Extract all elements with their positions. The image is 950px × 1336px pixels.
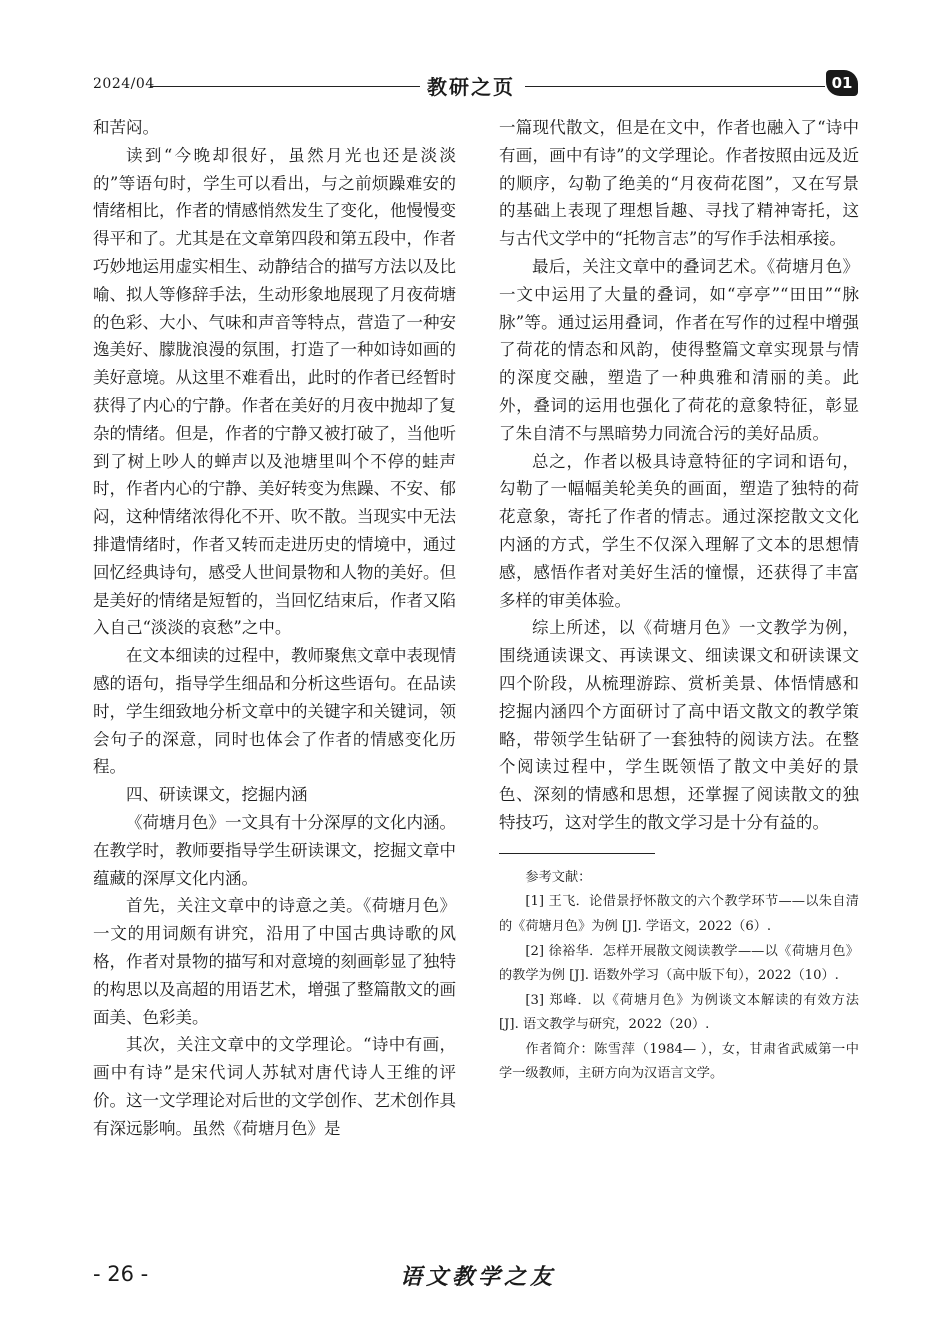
paragraph: 首先，关注文章中的诗意之美。《荷塘月色》一文的用词颇有讲究，沿用了中国古典诗歌的风格，作者对景物的描写和对意境的刻画彰显了独特的构思以及高超的用语艺术，增强了整篇散文的画面美、色彩美。 <box>93 896 456 1027</box>
paragraph: 读到“今晚却很好，虽然月光也还是淡淡的”等语句时，学生可以看出，与之前烦躁难安的情绪相比，作者的情感悄然发生了变化，他慢慢变得平和了。尤其是在文章第四段和第五段中，作者巧妙地运用虚实相生、动静结合的描写方法以及比喻、拟人等修辞手法，生动形象地展现了月夜荷塘的色彩、大小、气味和声音等特点，营造了一种安逸美好、朦胧浪漫的氛围，打造了一种如诗如画的美好意境。从这里不难看出，此时的作者已经暂时获得了内心的宁静。作者在美好的月夜中抛却了复杂的情绪。但是，作者的宁静又被打破了，当他听到了树上吵人的蝉声以及池塘里叫个不停的蛙声时，作者内心的宁静、美好转变为焦躁、不安、郁闷，这种情绪浓得化不开、吹不散。当现实中无法排遣情绪时，作者又转而走进历史的情境中，通过回忆经典诗句，感受人世间景物和人物的美好。但是美好的情绪是短暂的，当回忆结束后，作者又陷入自己“淡淡的哀愁”之中。 <box>93 145 456 638</box>
paragraph: 在文本细读的过程中，教师聚焦文章中表现情感的语句，指导学生细品和分析这些语句。在品读时，学生细致地分析文章中的关键字和关键词，领会句子的深意，同时也体会了作者的情感变化历程。 <box>93 646 456 777</box>
reference-item: [3] 郑峰．以《荷塘月色》为例谈文本解读的有效方法 [J]. 语文教学与研究，2022（20）. <box>499 992 859 1033</box>
paragraph: 综上所述，以《荷塘月色》一文教学为例，围绕通读课文、再读课文、细读课文和研读课文四个阶段，从梳理游踪、赏析美景、体悟情感和挖掘内涵四个方面研讨了高中语文散文的教学策略，带领学生钻研了一套独特的阅读方法。在整个阅读过程中，学生既领悟了散文中美好的景色、深刻的情感和思想，还掌握了阅读散文的独特技巧，这对学生的散文学习是十分有益的。 <box>499 618 859 832</box>
paragraph: 和苦闷。 <box>93 118 159 137</box>
reference-item: [2] 徐裕华．怎样开展散文阅读教学——以《荷塘月色》的教学为例 [J]. 语数外学习（高中版下旬），2022（10）. <box>499 943 859 984</box>
header-rule-right <box>525 86 825 87</box>
references-divider <box>499 853 655 854</box>
reference-item: [1] 王飞．论借景抒怀散文的六个教学环节——以朱自清的《荷塘月色》为例 [J]. 学语文，2022（6）. <box>499 894 859 934</box>
paragraph: 《荷塘月色》一文具有十分深厚的文化内涵。在教学时，教师要指导学生研读课文，挖掘文章中蕴藏的深厚文化内涵。 <box>93 812 456 888</box>
paragraph: 其次，关注文章中的文学理论。“诗中有画，画中有诗”是宋代词人苏轼对唐代诗人王维的评价。这一文学理论对后世的文学创作、艺术创作具有深远影响。虽然《荷塘月色》是 <box>93 1035 456 1138</box>
page-badge-icon: 01 <box>826 70 858 96</box>
journal-name: 语文教学之友 <box>400 1264 557 1290</box>
page-number: - 26 - <box>93 1262 149 1286</box>
section-title: 教研之页 <box>423 71 519 100</box>
paragraph: 最后，关注文章中的叠词艺术。《荷塘月色》一文中运用了大量的叠词，如“亭亭”“田田”“脉脉”等。通过运用叠词，作者在写作的过程中增强了荷花的情态和风韵，使得整篇文章实现景与情的深度交融，塑造了一种典雅和清丽的美。此外，叠词的运用也强化了荷花的意象特征，彰显了朱自清不与黑暗势力同流合污的美好品质。 <box>499 256 859 443</box>
references <box>499 866 859 1087</box>
author-bio: 作者简介：陈雪萍（1984— ），女，甘肃省武威第一中学一级教师，主研方向为汉语言文学。 <box>499 1041 859 1082</box>
paragraph: 一篇现代散文，但是在文中，作者也融入了“诗中有画，画中有诗”的文学理论。作者按照由远及近的顺序，勾勒了绝美的“月夜荷花图”，又在写景的基础上表现了理想旨趣、寻找了精神寄托，这与古代文学中的“托物言志”的写作手法相承接。 <box>499 118 859 249</box>
paragraph: 总之，作者以极具诗意特征的字词和语句，勾勒了一幅幅美轮美奂的画面，塑造了独特的荷花意象，寄托了作者的情志。通过深挖散文文化内涵的方式，学生不仅深入理解了文本的思想情感，感悟作者对美好生活的憧憬，还获得了丰富多样的审美体验。 <box>499 451 859 610</box>
right-column <box>499 114 859 1087</box>
header-rule-left <box>150 86 420 87</box>
section-heading: 四、研读课文，挖掘内涵 <box>126 785 308 805</box>
issue-date: 2024/04 <box>93 76 155 92</box>
references-heading: 参考文献： <box>525 869 592 885</box>
left-column <box>93 114 456 1142</box>
